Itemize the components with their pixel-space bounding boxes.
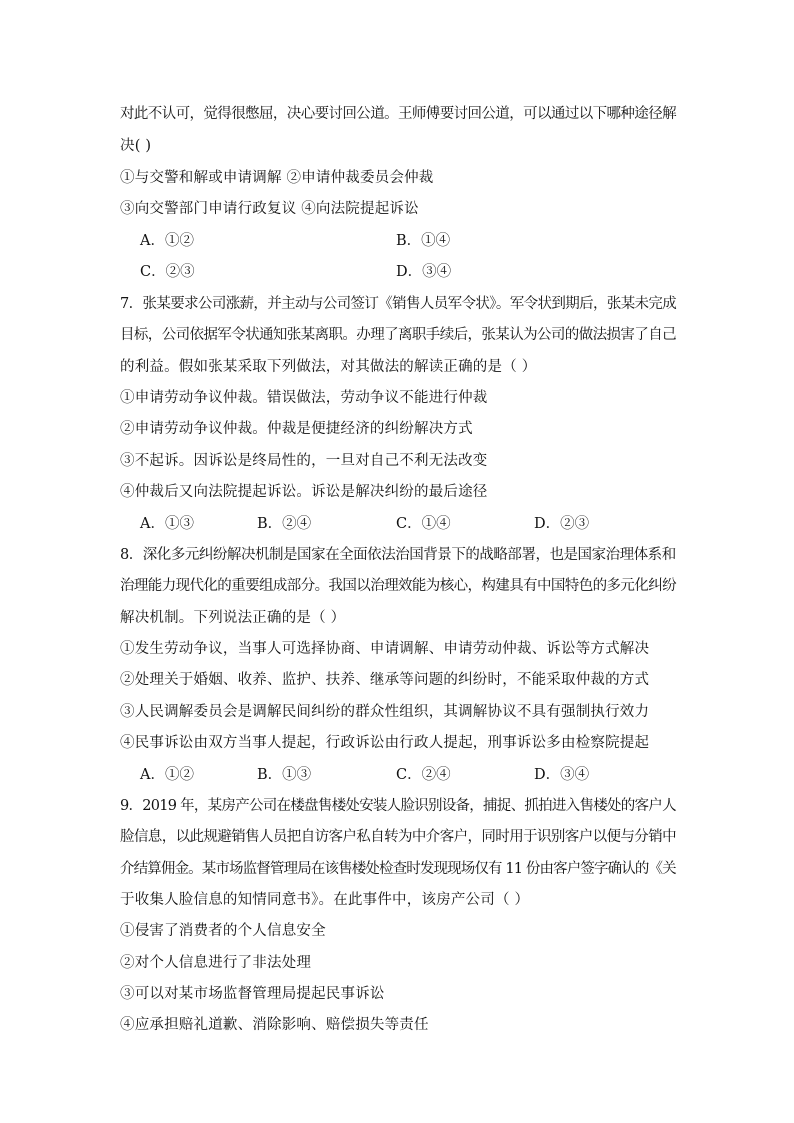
q9-stem-line-1: 9．2019 年，某房产公司在楼盘售楼处安装人脸识别设备，捕捉、抓拍进入售楼处的客户人 (120, 798, 676, 814)
q7-option-d: D．②③ (534, 516, 590, 532)
q8-statement-2: ②处理关于婚姻、收养、监护、扶养、继承等问题的纠纷时，不能采取仲裁的方式 (120, 672, 650, 688)
q8-statement-1: ①发生劳动争议，当事人可选择协商、申请调解、申请劳动仲裁、诉讼等方式解决 (120, 641, 650, 657)
q8-statement-4: ④民事诉讼由双方当事人提起，行政诉讼由行政人提起，刑事诉讼多由检察院提起 (120, 735, 650, 751)
q7-stem-line-3: 的利益。假如张某采取下列做法，对其做法的解读正确的是（ ） (120, 359, 537, 375)
q7-stem-line-2: 目标，公司依据军令状通知张某离职。办理了离职手续后，张某认为公司的做法损害了自己 (120, 327, 676, 343)
q8-option-c: C．②④ (396, 767, 451, 783)
q7-statement-4: ④仲裁后又向法院提起诉讼。诉讼是解决纠纷的最后途径 (120, 484, 488, 500)
q7-statement-2: ②申请劳动争议仲裁。仲裁是便捷经济的纠纷解决方式 (120, 421, 473, 437)
q8-option-d: D．③④ (534, 767, 590, 783)
q9-statement-1: ①侵害了消费者的个人信息安全 (120, 923, 326, 939)
q9-stem-line-4: 于收集人脸信息的知情同意书》。在此事件中，该房产公司（ ） (120, 892, 530, 908)
q9-statement-3: ③可以对某市场监督管理局提起民事诉讼 (120, 986, 385, 1002)
q7-option-a: A．①③ (140, 516, 194, 532)
q8-stem-line-1: 8．深化多元纠纷解决机制是国家在全面依法治国背景下的战略部署，也是国家治理体系和 (120, 547, 676, 563)
q6-stem-line-2: 决( ) (120, 138, 152, 154)
q7-statement-1: ①申请劳动争议仲裁。错误做法，劳动争议不能进行仲裁 (120, 390, 488, 406)
q9-stem-line-3: 介结算佣金。某市场监督管理局在该售楼处检查时发现现场仅有 11 份由客户签字确认的《关 (120, 861, 676, 877)
q6-option-a: A．①② (140, 233, 194, 249)
q7-stem-line-1: 7．张某要求公司涨薪，并主动与公司签订《销售人员军令状》。军令状到期后，张某未完成 (120, 296, 677, 312)
q8-statement-3: ③人民调解委员会是调解民间纠纷的群众性组织，其调解协议不具有强制执行效力 (120, 704, 650, 720)
q6-statement-2: ③向交警部门申请行政复议 ④向法院提起诉讼 (120, 201, 419, 217)
q6-option-c: C．②③ (140, 264, 195, 280)
q6-option-d: D．③④ (396, 264, 452, 280)
q8-option-b: B．①③ (257, 767, 312, 783)
q8-stem-line-3: 解决机制。下列说法正确的是（ ） (120, 610, 346, 626)
q8-option-a: A．①② (140, 767, 194, 783)
q9-statement-2: ②对个人信息进行了非法处理 (120, 955, 312, 971)
q7-option-b: B．②④ (257, 516, 312, 532)
q6-statement-1: ①与交警和解或申请调解 ②申请仲裁委员会仲裁 (120, 170, 434, 186)
q9-stem-line-2: 脸信息，以此规避销售人员把自访客户私自转为中介客户，同时用于识别客户以便与分销中 (120, 829, 676, 845)
q6-option-b: B．①④ (396, 233, 451, 249)
q8-stem-line-2: 治理能力现代化的重要组成部分。我国以治理效能为核心，构建具有中国特色的多元化纠纷 (120, 578, 676, 594)
q7-option-c: C．①④ (396, 516, 451, 532)
q9-statement-4: ④应承担赔礼道歉、消除影响、赔偿损失等责任 (120, 1017, 429, 1033)
q6-stem-line-1: 对此不认可，觉得很憋屈，决心要讨回公道。王师傅要讨回公道，可以通过以下哪种途径解 (120, 106, 676, 122)
q7-statement-3: ③不起诉。因诉讼是终局性的，一旦对自己不利无法改变 (120, 453, 488, 469)
